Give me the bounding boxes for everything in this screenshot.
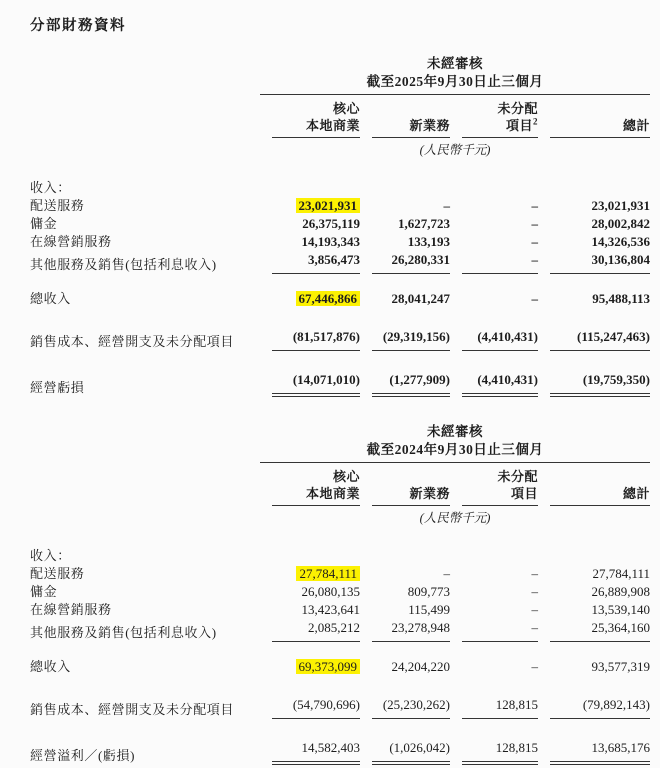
value-cell: (81,517,876) xyxy=(260,328,360,351)
column-header-total: 總計 xyxy=(538,117,650,138)
unit-note: (人民幣千元) xyxy=(419,143,491,157)
segment-table-2025 xyxy=(30,55,650,397)
revenue-row-other-services xyxy=(30,251,650,274)
value-cell: (25,230,262) xyxy=(360,696,450,719)
row-label: 在線營銷服務 xyxy=(30,234,112,249)
row-label: 在線營銷服務 xyxy=(30,602,112,617)
row-label: 其他服務及銷售(包括利息收入) xyxy=(30,257,217,272)
unit-note: (人民幣千元) xyxy=(419,511,491,525)
period-header xyxy=(260,55,650,95)
row-label: 配送服務 xyxy=(30,198,85,213)
unit-note-row xyxy=(30,141,650,159)
value-cell: 26,280,331 xyxy=(360,251,450,274)
value-cell: 14,193,343 xyxy=(301,234,360,249)
value-cell: (54,790,696) xyxy=(260,696,360,719)
total-revenues-row xyxy=(30,658,650,676)
row-label: 總收入 xyxy=(30,291,71,306)
row-label: 經營虧損 xyxy=(30,380,85,395)
period-header-row xyxy=(30,423,650,463)
value-cell: 13,423,641 xyxy=(301,602,360,617)
value-cell: – xyxy=(531,198,538,213)
column-header-new-initiatives: 新業務 xyxy=(360,117,450,138)
revenue-row-other-services xyxy=(30,619,650,642)
revenue-row-online-marketing xyxy=(30,601,650,619)
value-cell: 14,582,403 xyxy=(260,739,360,765)
value-cell: – xyxy=(531,291,538,306)
value-cell: – xyxy=(531,584,538,599)
row-label: 經營溢利／(虧損) xyxy=(30,748,136,763)
revenue-row-online-marketing xyxy=(30,233,650,251)
value-cell: – xyxy=(443,566,450,581)
value-cell: – xyxy=(531,659,538,674)
revenue-section-row xyxy=(30,547,650,565)
value-cell: 13,685,176 xyxy=(538,739,650,765)
period-header-row xyxy=(30,55,650,95)
value-cell: 1,627,723 xyxy=(398,216,450,231)
value-cell: (14,071,010) xyxy=(260,371,360,397)
row-label: 傭金 xyxy=(30,584,58,599)
value-cell: 24,204,220 xyxy=(391,659,450,674)
value-cell: 128,815 xyxy=(450,696,538,719)
value-cell: 23,021,931 xyxy=(260,197,360,215)
value-cell: (79,892,143) xyxy=(538,696,650,719)
footnote-marker: 2 xyxy=(533,116,538,127)
column-header-unallocated-items: 未分配 項目 xyxy=(450,468,538,506)
value-cell: (4,410,431) xyxy=(450,328,538,351)
value-cell: 27,784,111 xyxy=(260,565,360,583)
value-cell: 26,889,908 xyxy=(591,584,650,599)
revenue-section-label: 收入： xyxy=(30,180,71,195)
period-header xyxy=(260,423,650,463)
column-header-core-local-commerce: 核心 本地商業 xyxy=(260,100,360,138)
column-header-row xyxy=(30,100,650,138)
column-header-new-initiatives: 新業務 xyxy=(360,485,450,506)
unaudited-label: 未經審核 xyxy=(427,56,483,71)
value-cell: (115,247,463) xyxy=(538,328,650,351)
column-header-unallocated-items: 未分配 項目$^2$ xyxy=(450,100,538,138)
value-cell: 28,002,842 xyxy=(591,216,650,231)
value-cell: – xyxy=(531,234,538,249)
value-cell: 809,773 xyxy=(407,584,450,599)
revenue-row-commission xyxy=(30,583,650,601)
row-label: 銷售成本、經營開支及未分配項目 xyxy=(30,702,235,717)
value-cell: (4,410,431) xyxy=(450,371,538,397)
revenue-section-label: 收入： xyxy=(30,548,71,563)
unaudited-label: 未經審核 xyxy=(427,424,483,439)
value-cell: 69,373,099 xyxy=(260,658,360,676)
value-cell: 26,375,119 xyxy=(302,216,360,231)
revenue-row-commission xyxy=(30,215,650,233)
value-cell: – xyxy=(531,216,538,231)
revenue-section-row xyxy=(30,179,650,197)
column-header-row xyxy=(30,468,650,506)
value-cell: 133,193 xyxy=(407,234,450,249)
value-cell: – xyxy=(531,602,538,617)
value-cell: (1,026,042) xyxy=(360,739,450,765)
period-label: 截至2025年9月30日止三個月 xyxy=(366,74,544,89)
column-header-core-local-commerce: 核心 本地商業 xyxy=(260,468,360,506)
revenue-row-delivery xyxy=(30,565,650,583)
value-cell: 128,815 xyxy=(450,739,538,765)
value-cell: – xyxy=(443,198,450,213)
value-cell: 67,446,866 xyxy=(260,290,360,308)
value-cell: 26,080,135 xyxy=(301,584,360,599)
value-cell: 95,488,113 xyxy=(592,291,650,306)
value-cell: 28,041,247 xyxy=(391,291,450,306)
value-cell: (19,759,350) xyxy=(538,371,650,397)
value-cell: (1,277,909) xyxy=(360,371,450,397)
operating-profit-loss-row xyxy=(30,739,650,765)
row-label: 總收入 xyxy=(30,659,71,674)
operating-loss-row xyxy=(30,371,650,397)
row-label: 其他服務及銷售(包括利息收入) xyxy=(30,625,217,640)
value-cell: 13,539,140 xyxy=(591,602,650,617)
column-header-total: 總計 xyxy=(538,485,650,506)
value-cell: (29,319,156) xyxy=(360,328,450,351)
value-cell: 27,784,111 xyxy=(592,566,650,581)
segment-table-2024 xyxy=(30,423,650,765)
value-cell: – xyxy=(450,251,538,274)
value-cell: – xyxy=(531,566,538,581)
value-cell: 14,326,536 xyxy=(591,234,650,249)
value-cell: 115,499 xyxy=(408,602,450,617)
value-cell: 23,278,948 xyxy=(360,619,450,642)
value-cell: 2,085,212 xyxy=(260,619,360,642)
row-label: 傭金 xyxy=(30,216,58,231)
value-cell: 3,856,473 xyxy=(260,251,360,274)
total-revenues-row xyxy=(30,290,650,308)
revenue-row-delivery xyxy=(30,197,650,215)
value-cell: 93,577,319 xyxy=(591,659,650,674)
cost-row xyxy=(30,696,650,719)
value-cell: 30,136,804 xyxy=(538,251,650,274)
value-cell: 25,364,160 xyxy=(538,619,650,642)
value-cell: – xyxy=(450,619,538,642)
unit-note-row xyxy=(30,509,650,527)
cost-row xyxy=(30,328,650,351)
period-label: 截至2024年9月30日止三個月 xyxy=(366,442,544,457)
page-title: 分部財務資料 xyxy=(30,18,126,34)
row-label: 配送服務 xyxy=(30,566,85,581)
value-cell: 23,021,931 xyxy=(591,198,650,213)
row-label: 銷售成本、經營開支及未分配項目 xyxy=(30,334,235,349)
